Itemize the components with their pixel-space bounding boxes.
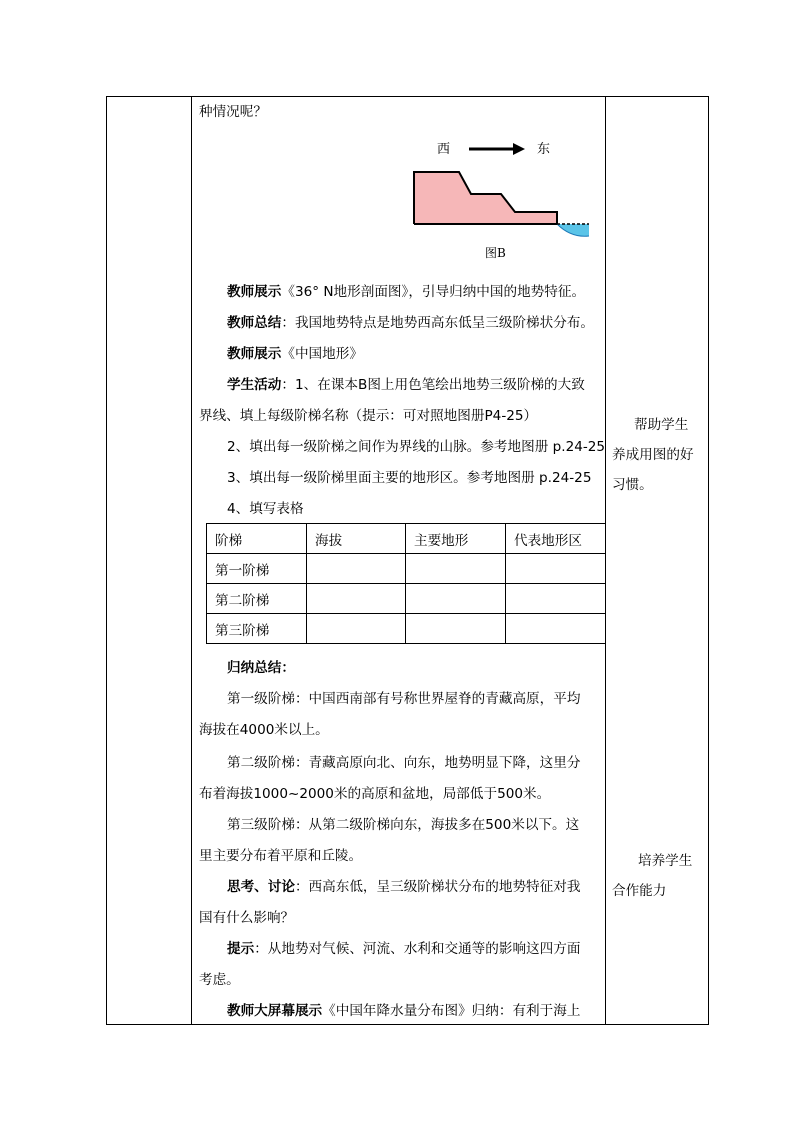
table-row — [207, 614, 606, 644]
paragraph-teacher-show-2: 教师展示《中国地形》 — [227, 346, 363, 362]
table-header-row — [207, 524, 606, 554]
table-cell[interactable] — [506, 614, 606, 644]
discussion: 思考、讨论：西高东低，呈三级阶梯状分布的地势特征对我 — [227, 879, 581, 895]
table-cell[interactable] — [307, 584, 406, 614]
table-cell[interactable] — [506, 584, 606, 614]
summary-step-3-cont: 里主要分布着平原和丘陵。 — [199, 848, 363, 864]
summary-step-3: 第三级阶梯：从第二级阶梯向东，海拔多在500米以下。这 — [227, 817, 580, 833]
side-note-cooperation: 培养学生 合作能力 — [612, 853, 693, 899]
discussion-cont: 国有什么影响？ — [199, 910, 295, 926]
terrain-profile-diagram — [199, 130, 599, 270]
summary-step-1-cont: 海拔在4000米以上。 — [199, 722, 329, 738]
hint-cont: 考虑。 — [199, 972, 240, 988]
table-cell[interactable] — [506, 554, 606, 584]
table-cell: 第三阶梯 — [207, 614, 307, 644]
direction-arrow-head — [513, 143, 525, 155]
table-cell[interactable] — [307, 554, 406, 584]
table-header-cell: 阶梯 — [207, 524, 307, 554]
intro-line: 种情况呢？ — [199, 104, 267, 120]
paragraph-teacher-summary: 教师总结：我国地势特点是地势西高东低呈三级阶梯状分布。 — [227, 315, 595, 331]
table-cell[interactable] — [406, 584, 506, 614]
table-row — [207, 554, 606, 584]
activity-step-3: 3、填出每一级阶梯里面主要的地形区。参考地图册 p.24-25 — [227, 470, 592, 486]
teacher-big-screen: 教师大屏幕展示《中国年降水量分布图》归纳：有利于海上 — [227, 1003, 581, 1019]
paragraph-student-activity: 学生活动：1、在课本B图上用色笔绘出地势三级阶梯的大致 — [227, 377, 585, 393]
table-cell[interactable] — [406, 554, 506, 584]
figure-caption: 图B — [485, 246, 506, 260]
table-header-cell: 海拔 — [307, 524, 406, 554]
table-cell: 第二阶梯 — [207, 584, 307, 614]
table-cell: 第一阶梯 — [207, 554, 307, 584]
west-label: 西 — [437, 142, 451, 157]
table-header-cell: 代表地形区 — [506, 524, 606, 554]
summary-step-2: 第二级阶梯：青藏高原向北、向东，地势明显下降，这里分 — [227, 755, 581, 771]
east-label: 东 — [537, 142, 551, 157]
paragraph-teacher-show: 教师展示《36° N地形剖面图》，引导归纳中国的地势特征。 — [227, 284, 586, 300]
activity-step-2: 2、填出每一级阶梯之间作为界线的山脉。参考地图册 p.24-25 — [227, 439, 606, 455]
column-divider — [191, 96, 192, 1025]
table-header-cell: 主要地形 — [406, 524, 506, 554]
table-row — [207, 584, 606, 614]
staircase-table — [206, 523, 606, 644]
table-cell[interactable] — [406, 614, 506, 644]
summary-step-2-cont: 布着海拔1000~2000米的高原和盆地，局部低于500米。 — [199, 786, 551, 802]
summary-title: 归纳总结： — [227, 660, 295, 676]
hint: 提示：从地势对气候、河流、水利和交通等的影响这四方面 — [227, 941, 581, 957]
activity-step-4: 4、填写表格 — [227, 501, 304, 517]
summary-step-1: 第一级阶梯：中国西南部有号称世界屋脊的青藏高原，平均 — [227, 691, 581, 707]
terrain-land-area — [414, 172, 557, 224]
side-note-map-habit: 帮助学生 养成用图的好 习惯。 — [612, 417, 694, 493]
table-cell[interactable] — [307, 614, 406, 644]
paragraph-student-activity-cont: 界线、填上每级阶梯名称（提示：可对照地图册P4-25） — [199, 408, 538, 424]
